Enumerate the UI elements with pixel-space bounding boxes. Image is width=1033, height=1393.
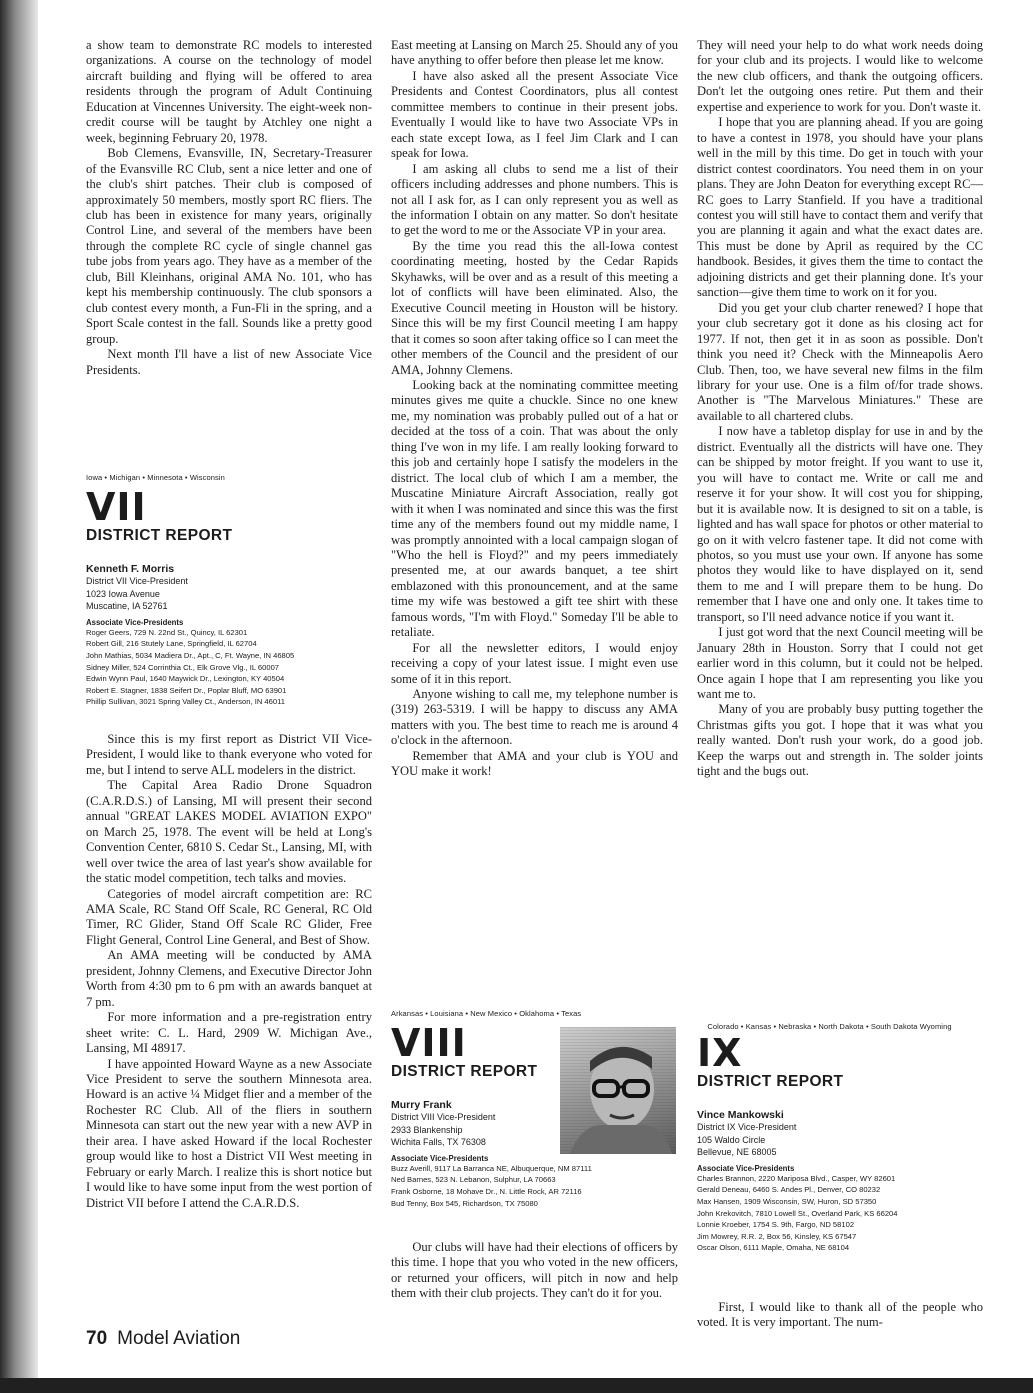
- associate-vps-heading: Associate Vice-Presidents: [391, 1153, 489, 1163]
- paragraph: They will need your help to do what work needs doing for your club and its projects. I would like to welcome the new club officers, and thank the outgoing officers. Don't let the outgoing ones retire. Put them and their expertise and experience to work for you. Don't waste it.: [697, 38, 983, 114]
- vp-name: Vince Mankowski: [697, 1109, 784, 1121]
- paragraph: I have also asked all the present Associate Vice Presidents and Contest Coordinators, plus all contest committee members to continue in their present jobs. Eventually I would like to have two Associate VPs in each state except Iowa, as I feel Jim Clark and I can speak for Iowa.: [391, 68, 678, 161]
- district-numeral: VII: [86, 485, 147, 529]
- associate-vp: Phillip Sullivan, 3021 Spring Valley Ct., Anderson, IN 46011: [86, 697, 285, 707]
- column-1-lower: [86, 732, 372, 1211]
- associate-vp: Lonnie Kroeber, 1754 S. 9th, Fargo, ND 58102: [697, 1220, 855, 1230]
- vp-title: District IX Vice-President: [697, 1122, 797, 1132]
- vp-title: District VII Vice-President: [86, 576, 188, 586]
- column-2-lower: [391, 1240, 678, 1302]
- district-numeral: VIII: [391, 1021, 467, 1065]
- associate-vp: Max Hansen, 1909 Wisconsin, SW, Huron, SD 57350: [697, 1196, 877, 1206]
- vp-city: Bellevue, NE 68005: [697, 1147, 777, 1158]
- associate-vp: Robert E. Stagner, 1838 Seifert Dr., Poplar Bluff, MO 63901: [86, 685, 287, 695]
- paragraph: Anyone wishing to call me, my telephone number is (319) 263-5319. I will be happy to discuss any AMA matters with you. The best time to reach me is around 4 o'clock in the afternoon.: [391, 687, 678, 748]
- paragraph: I now have a tabletop display for use in and by the district. Eventually all the districts will have one. They can be shipped by motor freight. If you want to use it, you will have to contact me. Write or call me and reserve it for your show. It will cost you for shipping, but it is available now. It is designed to sit on a table, is lighted and has wall space for photos or other material to go on it with velcro fastener tape. It did not come with photos, so you must use your own. If anyone has some photos they would like to have displayed on it, send them to me and I will prepare them to be hung. Do remember that I have one and only one. It takes time to transport, so I'll need advance notice if you want it.: [697, 424, 983, 624]
- district-ix-header: [697, 1021, 987, 1254]
- associate-vps-heading: Associate Vice-Presidents: [697, 1163, 795, 1173]
- paragraph: Since this is my first report as District VII Vice-President, I would like to thank everyone who voted for me, but I intend to serve ALL modelers in the district.: [86, 732, 372, 777]
- paragraph: For more information and a pre-registration entry sheet write: C. L. Hard, 2909 W. Michigan Ave., Lansing, MI 48917.: [86, 1010, 372, 1056]
- paragraph: Our clubs will have had their elections of officers by this time. I hope that you who voted in the new officers, or returned your officers, will pitch in now and help them with their club projects. They can't do it for you.: [391, 1240, 678, 1301]
- vp-portrait-photo: [560, 1027, 676, 1154]
- paragraph: For all the newsletter editors, I would enjoy receiving a copy of your latest issue. I might even use some of it in this report.: [391, 640, 678, 686]
- vp-street: 105 Waldo Circle: [697, 1134, 766, 1145]
- paragraph: I am asking all clubs to send me a list of their officers including addresses and phone numbers. This is not all I ask for, as I can only represent you as well as the information I obtain on any matter. So don't hesitate to get the word to me or the Associate VP in your area.: [391, 161, 678, 238]
- magazine-title: Model Aviation: [117, 1328, 241, 1349]
- page-number: 70: [86, 1328, 108, 1349]
- paragraph: I have appointed Howard Wayne as a new Associate Vice President to serve the southern Minnesota area. Howard is an active ¼ Midget flier and a member of the Rochester RC Club. All of the fliers in southern Minnesota can start out the new year with a new AVP in their area. I have asked Howard if the local Rochester group would like to host a District VII West meeting in February or early March. I realize this is short notice but I would like to have some input from the west portion of District VII before I attend the C.A.R.D.S.: [86, 1056, 372, 1210]
- district-report-heading: DISTRICT REPORT: [86, 527, 233, 544]
- vp-city: Muscatine, IA 52761: [86, 601, 168, 612]
- associate-vp: John Mathias, 5034 Madiera Dr., Apt., C, Ft. Wayne, IN 46805: [86, 650, 295, 660]
- district-vii-header: [86, 473, 376, 708]
- associate-vps-heading: Associate Vice-Presidents: [86, 617, 184, 627]
- associate-vp: Jim Mowrey, R.R. 2, Box 56, Kinsley, KS 67547: [697, 1231, 857, 1241]
- associate-vp: Bud Tenny, Box 545, Richardson, TX 75080: [391, 1198, 538, 1208]
- associate-vp: John Krekovitch, 7810 Lowell St., Overland Park, KS 66204: [697, 1208, 898, 1218]
- scan-bottom-edge: [0, 1378, 1033, 1393]
- associate-vp: Oscar Olson, 6111 Maple, Omaha, NE 68104: [697, 1243, 850, 1253]
- district-report-heading: DISTRICT REPORT: [391, 1063, 538, 1080]
- district-states: Colorado • Kansas • Nebraska • North Dakota • South Dakota Wyoming: [707, 1022, 952, 1031]
- vp-name: Kenneth F. Morris: [86, 563, 175, 575]
- associate-vp: Sidney Miller, 524 Corrinthia Ct., Elk Grove Vlg., IL 60007: [86, 662, 280, 672]
- column-2: [391, 38, 678, 780]
- column-1: [86, 38, 372, 378]
- vp-title: District VIII Vice-President: [391, 1112, 496, 1122]
- column-3-lower: [697, 1300, 983, 1331]
- scan-shadow-edge: [0, 0, 38, 1393]
- paragraph: An AMA meeting will be conducted by AMA president, Johnny Clemens, and Executive Director John Worth from 4:30 pm to 6 pm with an awards banquet at 7 pm.: [86, 948, 372, 1009]
- paragraph: Many of you are probably busy putting together the Christmas gifts you got. I hope that it was what you really wanted. Don't rush your work, do a good job. Keep the warps out and strength in. The solder joints tight and the bugs out.: [697, 702, 983, 779]
- paragraph: Did you get your club charter renewed? I hope that your club secretary got it done as his closing act for 1977. If not, then get it in as soon as possible. Don't think you need it? Check with the Minneapolis Aero Club. Then, too, we have several new films in the film library for your use. One is a film of/for trade shows. Another is "The Marvelous Miniatures." These are available to all chartered clubs.: [697, 300, 983, 423]
- paragraph: Bob Clemens, Evansville, IN, Secretary-Treasurer of the Evansville RC Club, sent a nice letter and one of the club's shirt patches. Their club is composed of approximately 50 members, mostly sport RC fliers. The club has been in existence for many years, originally Control Line, and several of the members have been through the complete RC cycle of single channel gas tube jobs from years ago. They have as a member of the club, Bill Kleinhans, original AMA No. 101, who has kept his membership continuously. The club sponsors a club contest every month, a Fun-Fli in the spring, and a Sport Scale contest in the fall. Sounds like a pretty good group.: [86, 146, 372, 346]
- vp-city: Wichita Falls, TX 76308: [391, 1137, 486, 1148]
- district-numeral: IX: [697, 1031, 743, 1075]
- portrait-illustration: [560, 1027, 676, 1154]
- associate-vp: Gerald Deneau, 6460 S. Andes Pl., Denver, CO 80232: [697, 1185, 881, 1195]
- column-3: [697, 38, 983, 780]
- district-report-heading: DISTRICT REPORT: [697, 1073, 844, 1090]
- paragraph: Looking back at the nominating committee meeting minutes gives me quite a chuckle. Since no one knew me, my nomination was probably pulled out of a hat or decided at the toss of a coin. That was about the only thing I've won in my life. I am really looking forward to this job and certainly hope I satisfy the modelers in the district. The local club of which I am a member, the Muscatine Miniature Aircraft Association, really got with it when I was nominated and since this was the first time any of the members found out my middle name, I was promptly annointed with a local campaign slogan of "Who the hell is Floyd?" and my peers immediately presented me, at our awards banquet, a tee shirt emblazoned with this pronouncement, and at the same time my wife was bestowed a gift tee shirt with these famous words, "I'm with Floyd." Someday I'll be able to retaliate.: [391, 377, 678, 640]
- paragraph: a show team to demonstrate RC models to interested organizations. A course on the technology of model aircraft building and flying will be offered to area residents through the program of Adult Continuing Education at Vincennes University. The eight-week non-credit course will be taught by Atchley one night a week, beginning February 20, 1978.: [86, 38, 372, 145]
- paragraph: Categories of model aircraft competition are: RC AMA Scale, RC Stand Off Scale, RC General, RC Old Timer, RC Glider, Stand Off Scale RC Glider, Free Flight General, Control Line General, and Best of Show.: [86, 886, 372, 947]
- paragraph: Remember that AMA and your club is YOU and YOU make it work!: [391, 748, 678, 779]
- associate-vp: Roger Geers, 729 N. 22nd St., Quincy, IL 62301: [86, 627, 248, 637]
- associate-vp: Ned Barnes, 523 N. Lebanon, Sulphur, LA 70663: [391, 1175, 556, 1185]
- paragraph: By the time you read this the all-Iowa contest coordinating meeting, hosted by the Cedar Rapids Skyhawks, will be over and as a result of this meeting a lot of conflicts will have been eliminated. Also, the Executive Council meeting in Houston will be history. Since this will be my first Council meeting I am happy that it comes so soon after taking office so I can meet the other members of the Council and the president of our AMA, Johnny Clemens.: [391, 238, 678, 377]
- associate-vp: Robert Gill, 216 Stutely Lane, Springfield, IL 62704: [86, 639, 257, 649]
- paragraph: I just got word that the next Council meeting will be January 28th in Houston. Sorry that I could not get earlier word in this column, but it could not be helped. Once again I hope that I am representing you like you want me to.: [697, 625, 983, 702]
- paragraph: The Capital Area Radio Drone Squadron (C.A.R.D.S.) of Lansing, MI will present their second annual "GREAT LAKES MODEL AVIATION EXPO" on March 25, 1978. The event will be held at Long's Convention Center, 6810 S. Cedar St., Lansing, MI, with well over twice the area of last year's show available for the static model competition, tech talks and movies.: [86, 778, 372, 886]
- district-states: Iowa • Michigan • Minnesota • Wisconsin: [86, 473, 225, 482]
- paragraph: I hope that you are planning ahead. If you are going to have a contest in 1978, you should have your plans well in the mill by this time. Do get in touch with your district contest coordinators. You need them in on your plans. They are John Deaton for everything except RC—RC goes to Larry Stanfield. If you have a traditional contest you will still have to contact them and verify that you are planning it again and what the exact dates are. This must be done by April as required by the CC handbook. Besides, it gives them the time to contact the adjoining districts and get their planning done. It's your sanction—give them time to work on it for you.: [697, 115, 983, 300]
- associate-vp: Frank Osborne, 18 Mohave Dr., N. Little Rock, AR 72116: [391, 1186, 582, 1196]
- district-states: Arkansas • Louisiana • New Mexico • Oklahoma • Texas: [391, 1009, 582, 1018]
- paragraph: Next month I'll have a list of new Associate Vice Presidents.: [86, 347, 372, 377]
- page-footer: [86, 1328, 240, 1350]
- associate-vp: Charles Brannon, 2220 Mariposa Blvd., Casper, WY 82601: [697, 1173, 896, 1183]
- associate-vp: Buzz Averill, 9117 La Barranca NE, Albuquerque, NM 87111: [391, 1163, 592, 1173]
- paragraph: First, I would like to thank all of the people who voted. It is very important. The num-: [697, 1300, 983, 1330]
- paragraph: East meeting at Lansing on March 25. Should any of you have anything to offer before then please let me know.: [391, 38, 678, 68]
- vp-name: Murry Frank: [391, 1099, 452, 1111]
- associate-vp: Edwin Wynn Paul, 1640 Maywick Dr., Lexington, KY 40504: [86, 674, 285, 684]
- vp-street: 1023 Iowa Avenue: [86, 588, 160, 599]
- vp-street: 2933 Blankenship: [391, 1124, 463, 1135]
